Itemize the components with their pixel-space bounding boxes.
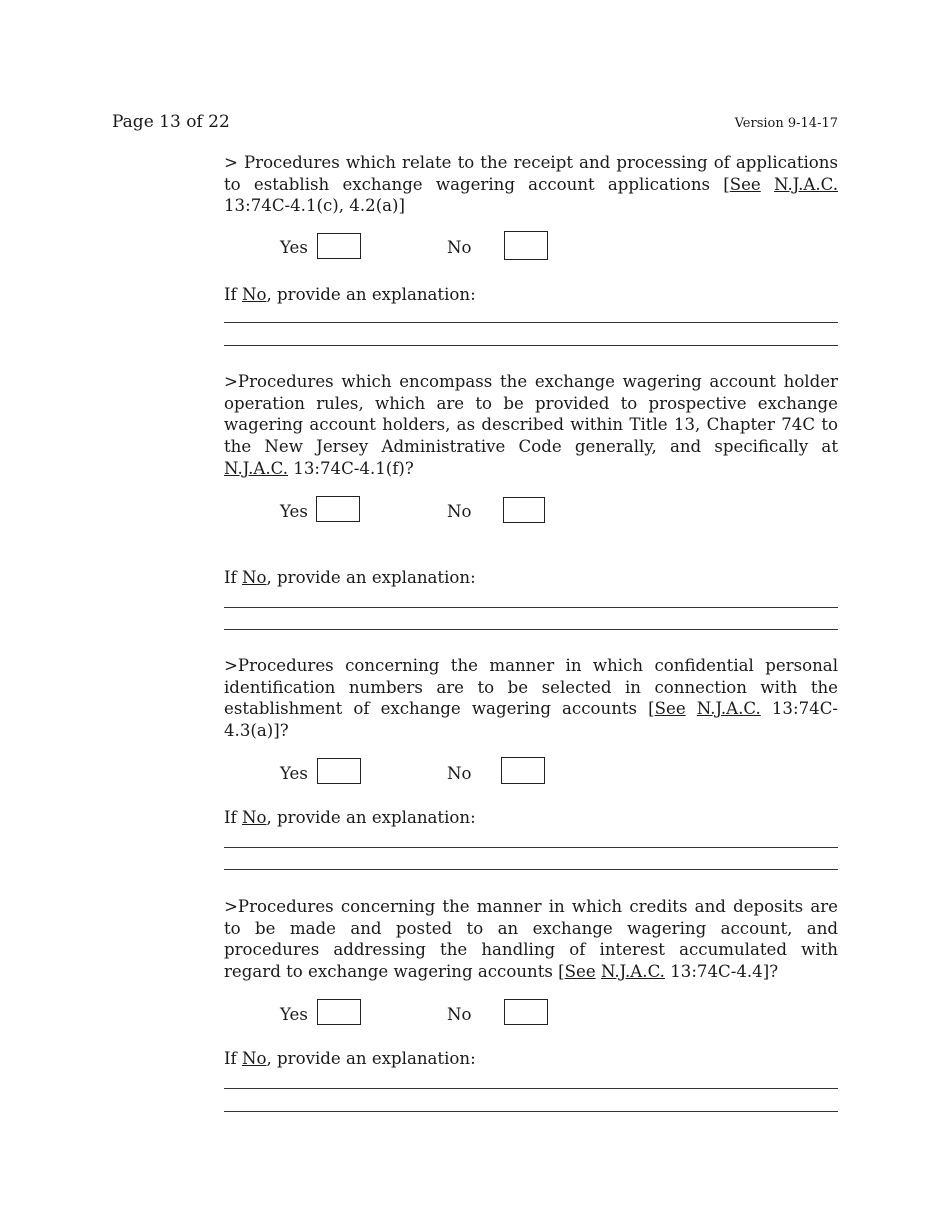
explanation-prompt: If No, provide an explanation: (224, 285, 476, 304)
no-label: No (447, 502, 472, 521)
explanation-line-2[interactable] (224, 869, 838, 870)
question-text: > Procedures which relate to the receipt and processing of applications to establish exchange wagering account applications [See N.J.A.C. 13:74C-4.1(c), 4.2(a)] (224, 153, 838, 216)
question-section-3 (224, 655, 839, 827)
see-link: See (654, 699, 686, 719)
no-checkbox[interactable] (503, 497, 545, 523)
yes-no-row (280, 999, 680, 1029)
see-link: See (564, 962, 596, 982)
no-label: No (447, 764, 472, 783)
page-number: Page 13 of 22 (112, 112, 230, 132)
explanation-line-1[interactable] (224, 322, 838, 323)
yes-checkbox[interactable] (317, 233, 361, 259)
yes-no-row (280, 232, 680, 262)
yes-no-row (280, 758, 680, 788)
yes-checkbox[interactable] (316, 496, 360, 522)
explanation-line-1[interactable] (224, 1088, 838, 1089)
explanation-prompt: If No, provide an explanation: (224, 808, 476, 827)
yes-label: Yes (280, 764, 308, 783)
no-label: No (447, 238, 472, 257)
njac-citation: N.J.A.C. (600, 962, 665, 982)
no-checkbox[interactable] (504, 231, 548, 260)
yes-no-row (280, 496, 680, 526)
question-text: >Procedures which encompass the exchange wagering account holder operation rules, which are to be provided to prospective exchange wagering account holders, as described within Title 13, Chapter 74C to the New Jersey Administrative Code generally, and specifically at N.J.A.C. 13:74C-4.1(f)? (224, 372, 838, 478)
question-section-2 (224, 371, 838, 587)
question-text: >Procedures concerning the manner in which confidential personal identification numbers are to be selected in connection with the establishment of exchange wagering accounts [See N.J.A.C. 13:74C-4.3(a)]? (224, 656, 839, 741)
question-section-1 (224, 152, 838, 304)
yes-label: Yes (280, 1005, 308, 1024)
question-section-4 (224, 896, 838, 1068)
yes-checkbox[interactable] (317, 758, 361, 784)
explanation-line-1[interactable] (224, 607, 838, 608)
njac-citation: N.J.A.C. (773, 174, 838, 194)
explanation-line-2[interactable] (224, 629, 838, 630)
no-label: No (447, 1005, 472, 1024)
no-checkbox[interactable] (504, 999, 548, 1025)
explanation-line-2[interactable] (224, 345, 838, 346)
question-text: >Procedures concerning the manner in which credits and deposits are to be made and posted to an exchange wagering account, and procedures addressing the handling of interest accumulated with regard to exchange wagering accounts [See N.J.A.C. 13:74C-4.4]? (224, 897, 838, 982)
see-link: See (729, 174, 761, 194)
njac-citation: N.J.A.C. (696, 699, 761, 719)
explanation-prompt: If No, provide an explanation: (224, 568, 476, 587)
yes-label: Yes (280, 502, 308, 521)
version-label: Version 9-14-17 (734, 116, 838, 131)
no-checkbox[interactable] (501, 757, 545, 784)
explanation-line-2[interactable] (224, 1111, 838, 1112)
explanation-prompt: If No, provide an explanation: (224, 1049, 476, 1068)
yes-checkbox[interactable] (317, 999, 361, 1025)
explanation-line-1[interactable] (224, 847, 838, 848)
njac-citation: N.J.A.C. (224, 458, 289, 478)
yes-label: Yes (280, 238, 308, 257)
